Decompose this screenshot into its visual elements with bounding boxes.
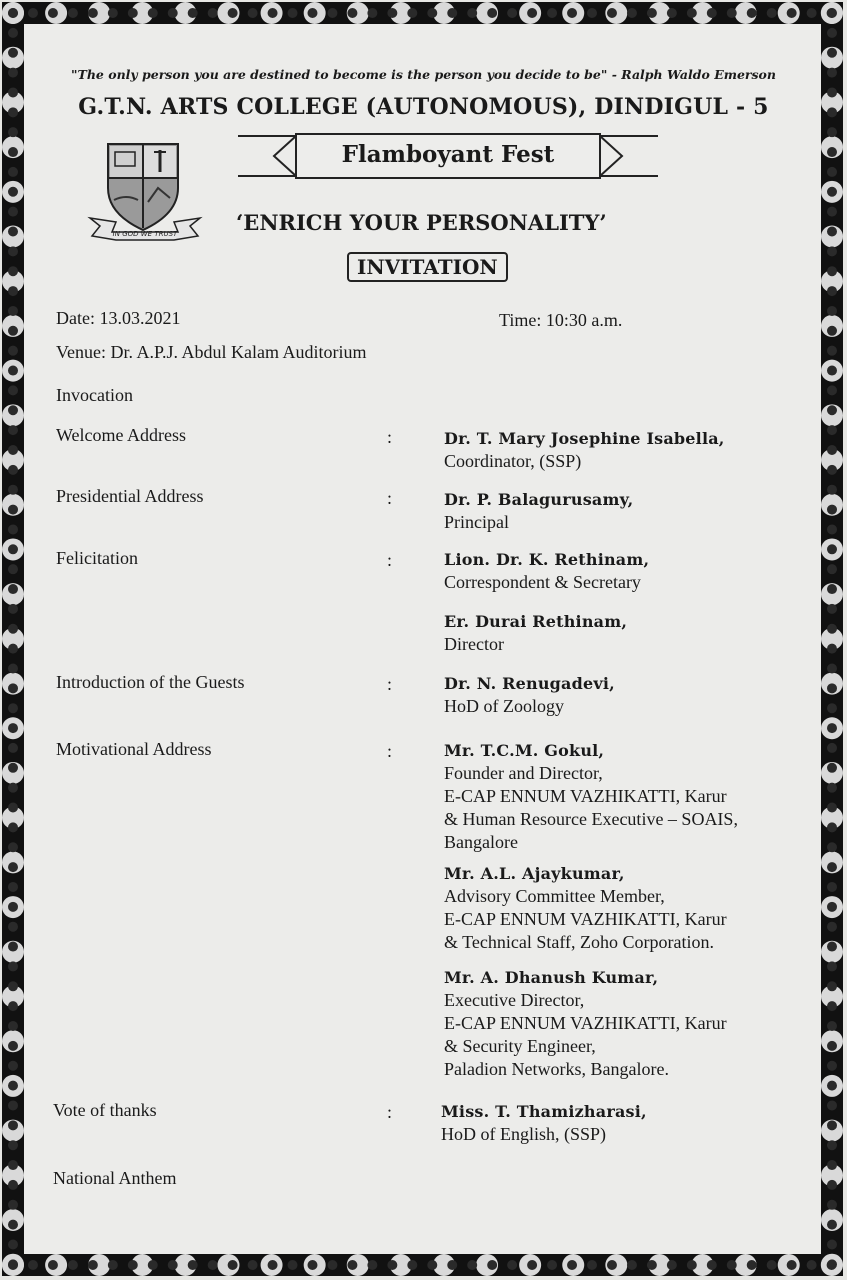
speaker-name: Lion. Dr. K. Rethinam, (444, 550, 650, 569)
college-crest-icon (86, 140, 204, 245)
separator-colon: : (387, 550, 393, 570)
speaker-name: Dr. T. Mary Josephine Isabella, (444, 429, 725, 448)
speaker-role: & Technical Staff, Zoho Corporation. (444, 932, 715, 952)
speaker-role: E-CAP ENNUM VAZHIKATTI, Karur (444, 1013, 727, 1033)
program-item-label: Vote of thanks (53, 1100, 157, 1120)
program-item-label: National Anthem (53, 1168, 177, 1188)
speaker-name: Mr. A. Dhanush Kumar, (444, 968, 659, 987)
speaker-role: Principal (444, 512, 509, 532)
separator-colon: : (387, 488, 393, 508)
speaker-role: E-CAP ENNUM VAZHIKATTI, Karur (444, 786, 727, 806)
speaker-role: Advisory Committee Member, (444, 886, 665, 906)
event-date: Date: 13.03.2021 (56, 308, 181, 328)
invitation-badge: INVITATION (347, 252, 508, 282)
program-item-label: Felicitation (56, 548, 138, 568)
speaker-name: Mr. A.L. Ajaykumar, (444, 864, 625, 883)
speaker (441, 1100, 647, 1146)
crest-motto: IN GOD WE TRUST (112, 230, 178, 238)
program-item-label: Introduction of the Guests (56, 672, 245, 692)
separator-colon: : (387, 741, 393, 761)
speaker (444, 610, 627, 656)
program-item-label: Welcome Address (56, 425, 187, 445)
program-item-label: Presidential Address (56, 486, 204, 506)
program-item-label: Motivational Address (56, 739, 212, 759)
speaker (444, 427, 725, 473)
speaker-role: E-CAP ENNUM VAZHIKATTI, Karur (444, 909, 727, 929)
speaker-role: Founder and Director, (444, 763, 603, 783)
speaker-role: & Human Resource Executive – SOAIS, (444, 809, 738, 829)
speaker-name: Er. Durai Rethinam, (444, 612, 628, 631)
college-name: G.T.N. ARTS COLLEGE (AUTONOMOUS), DINDIGUL - 5 (78, 94, 769, 120)
speaker-name: Dr. P. Balagurusamy, (444, 490, 634, 509)
speaker (444, 862, 727, 954)
speaker-role: Correspondent & Secretary (444, 572, 641, 592)
separator-colon: : (387, 427, 393, 447)
speaker (444, 739, 738, 854)
quote: "The only person you are destined to become is the person you decide to be" - Ralph Waldo Emerson (71, 67, 776, 82)
speaker-role: HoD of Zoology (444, 696, 564, 716)
event-title: Flamboyant Fest (341, 141, 555, 168)
separator-colon: : (387, 674, 393, 694)
speaker-name: Mr. T.C.M. Gokul, (444, 741, 605, 760)
event-theme: ‘ENRICH YOUR PERSONALITY’ (236, 210, 607, 235)
speaker-role: Paladion Networks, Bangalore. (444, 1059, 669, 1079)
speaker-name: Dr. N. Renugadevi, (444, 674, 615, 693)
speaker-role: Coordinator, (SSP) (444, 451, 582, 471)
program-item-label: Invocation (56, 385, 133, 405)
speaker-role: Director (444, 634, 504, 654)
speaker (444, 966, 727, 1081)
speaker (444, 488, 633, 534)
separator-colon: : (387, 1102, 393, 1122)
speaker (444, 672, 615, 718)
speaker-role: & Security Engineer, (444, 1036, 596, 1056)
speaker-role: HoD of English, (SSP) (441, 1124, 607, 1144)
speaker-role: Executive Director, (444, 990, 585, 1010)
speaker (444, 548, 649, 594)
event-venue: Venue: Dr. A.P.J. Abdul Kalam Auditorium (56, 342, 367, 362)
speaker-name: Miss. T. Thamizharasi, (441, 1102, 647, 1121)
speaker-role: Bangalore (444, 832, 518, 852)
event-time: Time: 10:30 a.m. (499, 310, 623, 330)
